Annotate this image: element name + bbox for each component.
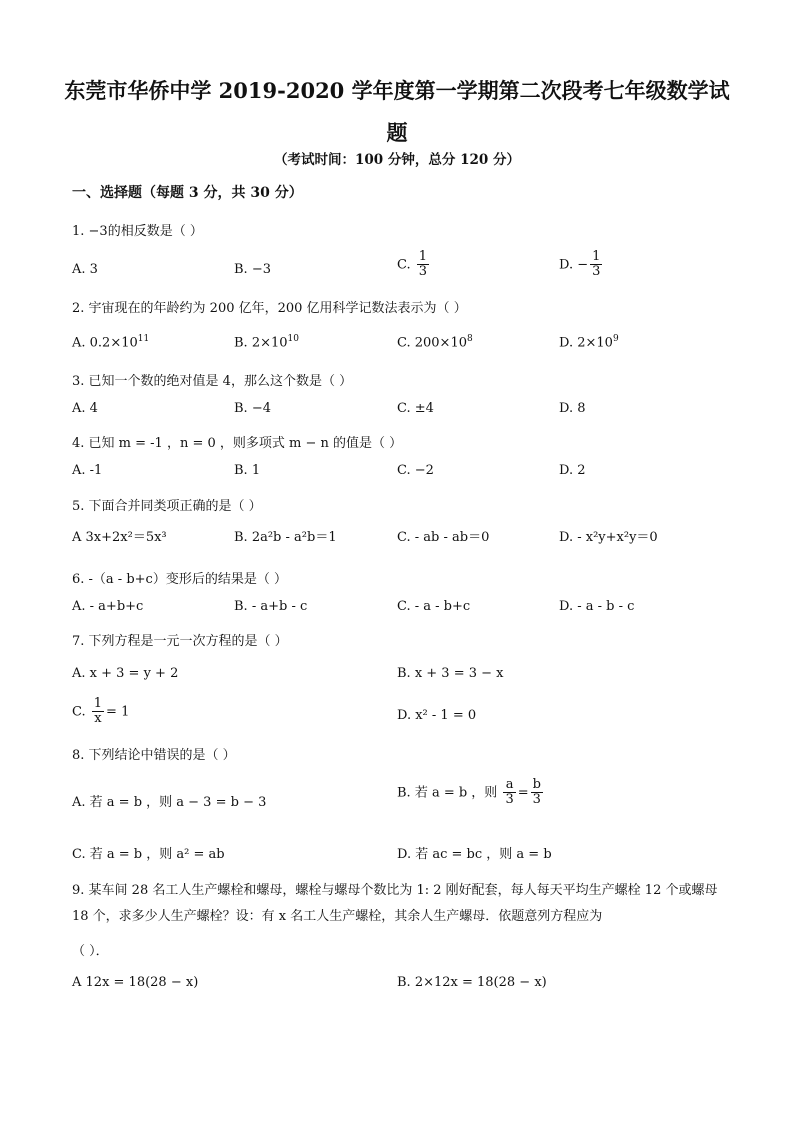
- question-1: 1. −3的相反数是（ ）: [72, 224, 203, 239]
- q8-option-b-label: B. 若 a = b ，则: [397, 785, 498, 801]
- q4-option-c: C. −2: [397, 463, 434, 478]
- q6-option-c: C. - a - b+c: [397, 599, 471, 614]
- equals-sign: =: [517, 785, 529, 801]
- q3-option-c: C. ±4: [397, 401, 434, 416]
- question-3: 3. 已知一个数的绝对值是 4，那么这个数是（ ）: [72, 374, 353, 389]
- question-4: 4. 已知 m = -1 ，n = 0 ，则多项式 m − n 的值是（ ）: [72, 436, 403, 451]
- exam-subtitle: （考试时间：100 分钟，总分 120 分）: [274, 152, 520, 168]
- q8-fraction-b: [531, 778, 543, 808]
- denominator: 3: [592, 264, 601, 280]
- exponent: 8: [467, 334, 473, 344]
- q2-option-a-text: A. 0.2×10: [72, 335, 138, 351]
- exponent: 9: [612, 334, 619, 344]
- q6-option-a: A. - a+b+c: [72, 599, 144, 614]
- q7-option-c-rhs: = 1: [106, 704, 130, 720]
- q2-option-c-text: C. 200×10: [397, 335, 467, 351]
- q5-option-a: A 3x+2x²＝5x³: [72, 530, 167, 545]
- q1-option-d: [559, 250, 604, 280]
- q3-option-b: B. −4: [234, 401, 271, 416]
- numerator: b: [532, 777, 541, 792]
- q8-option-c: C. 若 a = b ，则 a² = ab: [72, 847, 225, 862]
- denominator: x: [94, 711, 102, 727]
- numerator: 1: [592, 249, 601, 264]
- q6-option-b: B. - a+b - c: [234, 599, 308, 614]
- question-5: 5. 下面合并同类项正确的是（ ）: [72, 499, 262, 514]
- q3-option-d: D. 8: [559, 401, 586, 416]
- q7-option-d: D. x² - 1 = 0: [397, 708, 477, 723]
- q5-option-b: B. 2a²b - a²b＝1: [234, 530, 337, 545]
- q9-option-b: B. 2×12x = 18(28 − x): [397, 975, 547, 990]
- q8-option-d: D. 若 ac = bc ，则 a = b: [397, 847, 552, 862]
- q4-option-b: B. 1: [234, 463, 261, 478]
- q2-option-c: [397, 334, 473, 350]
- q2-option-b-text: B. 2×10: [234, 335, 288, 351]
- q7-option-b: B. x + 3 = 3 − x: [397, 666, 504, 681]
- title-line-1: 东莞市华侨中学 2019-2020 学年度第一学期第二次段考七年级数学试: [64, 78, 730, 103]
- q1-option-d-fraction: [590, 250, 602, 280]
- q1-option-c-fraction: [417, 250, 429, 280]
- q2-option-d-text: D. 2×10: [559, 335, 613, 351]
- q1-option-c-label: C.: [397, 257, 411, 273]
- denominator: 3: [532, 792, 541, 808]
- q3-option-a: A. 4: [72, 401, 98, 416]
- question-9: 9. 某车间 28 名工人生产螺栓和螺母，螺栓与螺母个数比为 1: 2 刚好配套，每人每天平均生产螺栓 12 个或螺母 18 个，求多少人生产螺栓？设：有 x 名工人生产螺栓，其余人生产螺母．依题意列方程应为: [72, 883, 718, 924]
- q1-option-d-label: D. −: [559, 257, 589, 273]
- question-9-paren: （ ）．: [72, 944, 109, 959]
- q1-option-a: A. 3: [72, 262, 98, 277]
- denominator: 3: [505, 792, 514, 808]
- denominator: 3: [418, 264, 428, 280]
- q8-option-b: [397, 778, 545, 808]
- q2-option-a: [72, 334, 149, 350]
- q2-option-b: [234, 334, 299, 350]
- q4-option-d: D. 2: [559, 463, 586, 478]
- numerator: 1: [93, 696, 103, 711]
- exam-title: [40, 70, 754, 154]
- question-2: 2. 宇宙现在的年龄约为 200 亿年，200 亿用科学记数法表示为（ ）: [72, 301, 467, 316]
- question-7: 7. 下列方程是一元一次方程的是（ ）: [72, 634, 288, 649]
- numerator: a: [503, 778, 515, 793]
- question-6: 6. -（a - b+c）变形后的结果是（ ）: [72, 572, 287, 587]
- q2-option-d: [559, 334, 619, 350]
- q7-option-c-label: C.: [72, 704, 86, 720]
- title-line-2: 题: [386, 120, 408, 145]
- q7-option-a: A. x + 3 = y + 2: [72, 666, 179, 681]
- q9-option-a: A 12x = 18(28 − x): [72, 975, 199, 990]
- q5-option-c: C. - ab - ab＝0: [397, 530, 490, 545]
- section-heading: 一、选择题（每题 3 分，共 30 分）: [72, 185, 303, 201]
- numerator: 1: [418, 249, 428, 264]
- q7-option-c-fraction: [92, 697, 104, 727]
- q8-fraction-a: [503, 778, 515, 808]
- q1-option-c: [397, 250, 431, 280]
- question-8: 8. 下列结论中错误的是（ ）: [72, 748, 236, 763]
- q4-option-a: A. -1: [72, 463, 103, 478]
- q5-option-d: D. - x²y+x²y＝0: [559, 530, 658, 545]
- q6-option-d: D. - a - b - c: [559, 599, 635, 614]
- exponent: 11: [137, 334, 150, 344]
- q8-option-a: A. 若 a = b ，则 a − 3 = b − 3: [72, 795, 267, 810]
- exponent: 10: [287, 334, 299, 344]
- q1-option-b: B. −3: [234, 262, 271, 277]
- q7-option-c: [72, 697, 129, 727]
